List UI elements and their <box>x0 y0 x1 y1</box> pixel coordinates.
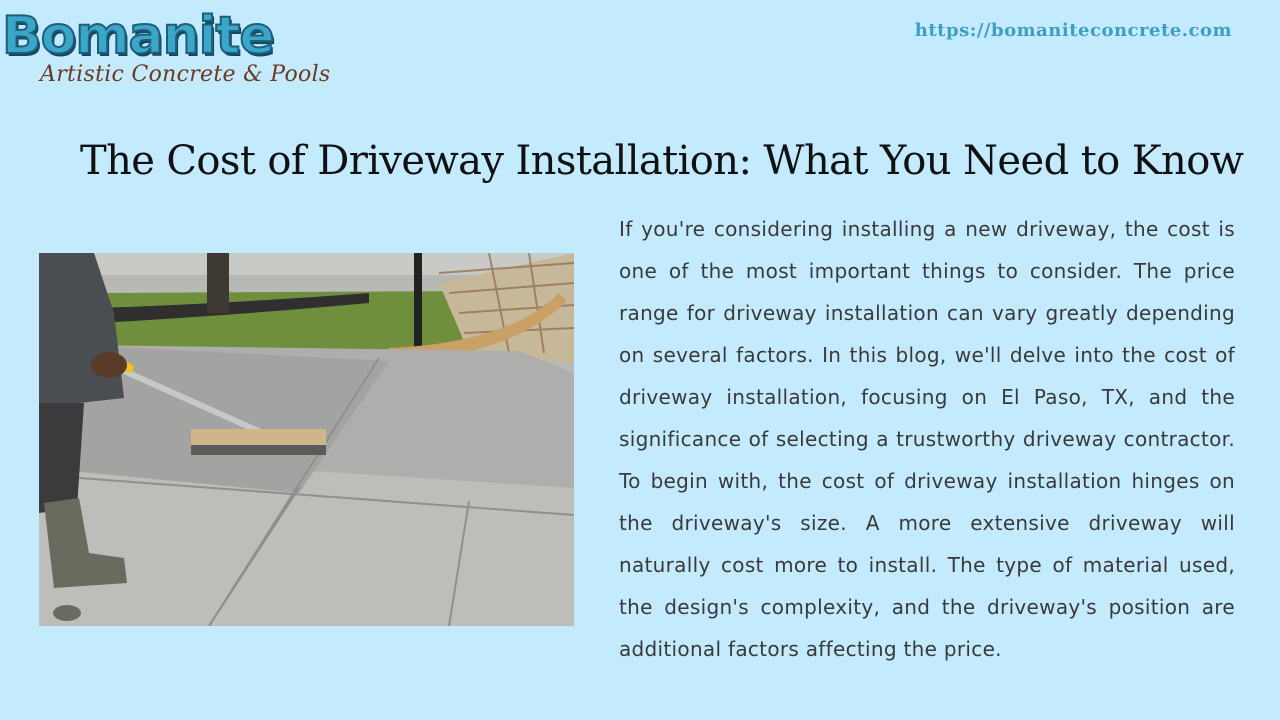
article-body: If you're considering installing a new driveway, the cost is one of the most important things to consider. The price range for driveway installation can vary greatly depending on several factors. In this blog, we'll delve into the cost of driveway installation, focusing on El Paso, TX, and the significance of selecting a trustworthy driveway contractor. To begin with, the cost of driveway installation hinges on the driveway's size. A more extensive driveway will naturally cost more to install. The type of material used, the design's complexity, and the driveway's position are additional factors affecting the price. <box>619 217 1235 661</box>
concrete-worker-photo <box>39 253 574 626</box>
page-title: The Cost of Driveway Installation: What You Need to Know <box>80 138 1244 184</box>
logo-tagline: Artistic Concrete & Pools <box>40 62 331 87</box>
logo-wordmark: Bomanite <box>2 6 274 66</box>
company-logo <box>0 6 350 94</box>
website-link[interactable]: https://bomaniteconcrete.com <box>914 20 1232 41</box>
